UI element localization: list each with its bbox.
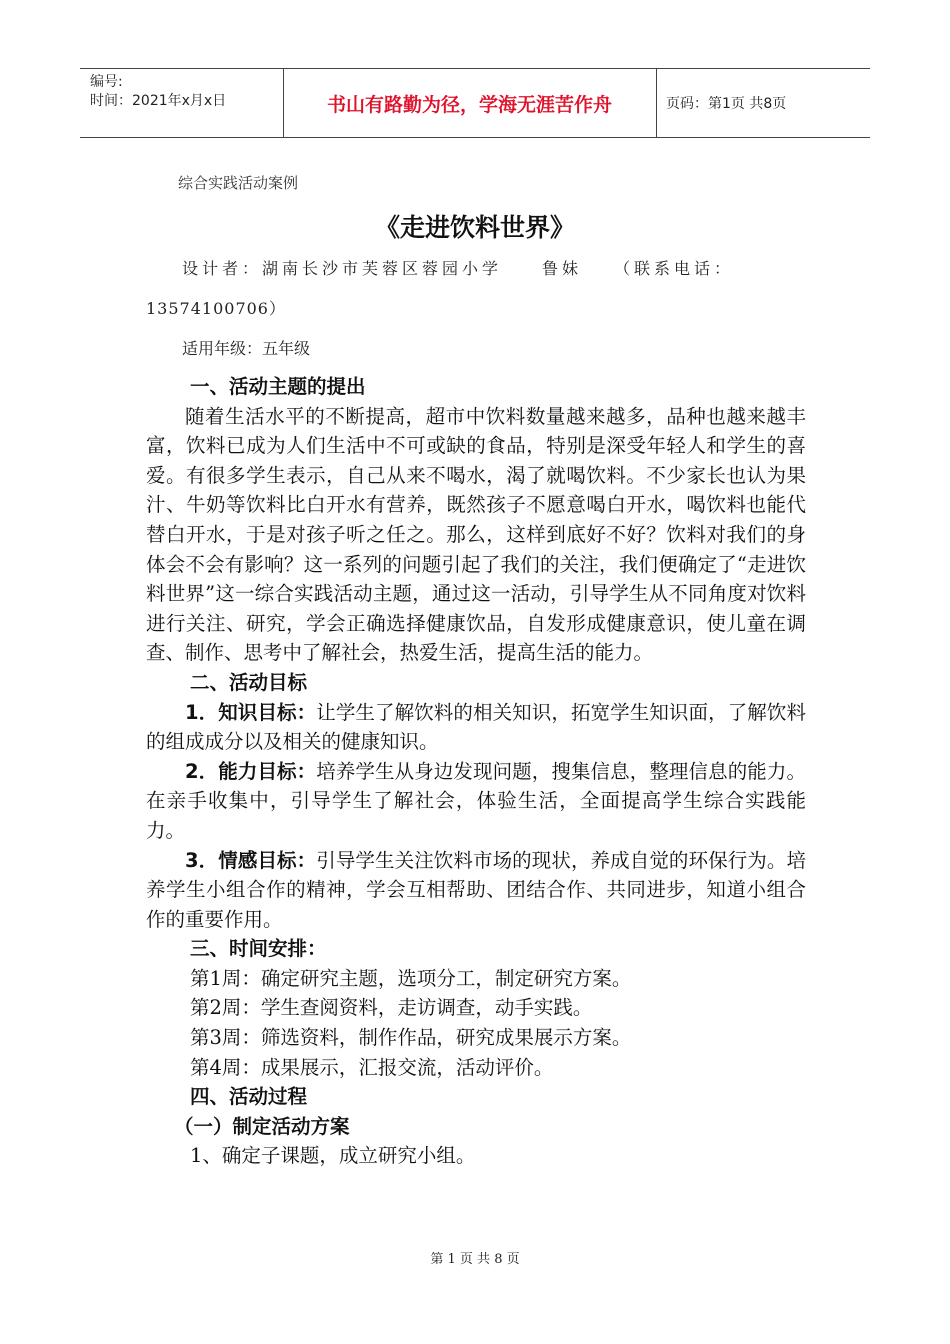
- header-divider: [656, 69, 657, 137]
- list-item: 1、确定子课题，成立研究小组。: [190, 1144, 476, 1168]
- doc-body: [146, 372, 806, 1171]
- paragraph: 随着生活水平的不断提高，超市中饮料数量越来越多，品种也越来越丰富，饮料已成为人们生活中不可或缺的食品，特别是深受年轻人和学生的喜爱。有很多学生表示，自己从来不喝水，渴了就喝饮料。不少家长也认为果汁、牛奶等饮料比白开水有营养，既然孩子不愿意喝白开水，喝饮料也能代替白开水，于是对孩子听之任之。那么，这样到底好不好？饮料对我们的身体会不会有影响？这一系列的问题引起了我们的关注，我们便确定了“走进饮料世界”这一综合实践活动主题，通过这一活动，引导学生从不同角度对饮料进行关注、研究，学会正确选择健康饮品，自发形成健康意识，使儿童在调查、制作、思考中了解社会，热爱生活，提高生活的能力。: [146, 404, 806, 665]
- goal-text: 培养学生从身边发现问题，搜集信息，整理信息的能力。在亲手收集中，引导学生了解社会，体验生活，全面提高学生综合实践能力。: [146, 759, 806, 842]
- goal-text: 引导学生关注饮料市场的现状，养成自觉的环保行为。培养学生小组合作的精神，学会互相帮助、团结合作、共同进步，知道小组合作的重要作用。: [146, 848, 806, 931]
- goal-paragraph: [146, 846, 806, 935]
- subsection-heading: （一）制定活动方案: [174, 1114, 350, 1138]
- week-item: 第3周：筛选资料，制作作品，研究成果展示方案。: [190, 1026, 632, 1050]
- goal-text: 让学生了解饮料的相关知识，拓宽学生知识面，了解饮料的组成成分以及相关的健康知识。: [146, 700, 806, 754]
- section-heading: 二、活动目标: [190, 670, 308, 694]
- goal-paragraph: [146, 757, 806, 846]
- week-item: 第1周：确定研究主题，选项分工，制定研究方案。: [190, 966, 632, 990]
- week-item: 第4周：成果展示，汇报交流，活动评价。: [190, 1055, 554, 1079]
- header-page-label: 页码：第1页 共8页: [666, 96, 787, 112]
- header-meta: [90, 73, 226, 111]
- goal-paragraph: [146, 698, 806, 757]
- time-label: 时间：2021年x月x日: [90, 93, 227, 109]
- header-motto: 书山有路勤为径，学海无涯苦作舟: [326, 93, 612, 116]
- page-header: [80, 68, 870, 138]
- phone-line: 13574100706）: [146, 299, 286, 318]
- designer-line: 设计者：湖南长沙市芙蓉区蓉园小学 鲁妹 （联系电话：: [182, 259, 735, 278]
- goal-label: 2．能力目标：: [185, 759, 317, 783]
- section-heading: 四、活动过程: [190, 1085, 308, 1109]
- section-heading: 一、活动主题的提出: [190, 375, 366, 398]
- section-heading: 三、时间安排：: [190, 937, 327, 961]
- week-item: 第2周：学生查阅资料，走访调查，动手实践。: [190, 996, 593, 1020]
- doc-title: 《走进饮料世界》: [374, 213, 575, 242]
- doc-subtitle: 综合实践活动案例: [178, 174, 299, 192]
- number-label: 编号:: [90, 74, 123, 90]
- goal-label: 1．知识目标：: [185, 700, 317, 724]
- goal-label: 3．情感目标：: [185, 848, 317, 872]
- grade-line: 适用年级：五年级: [182, 339, 311, 358]
- page-footer: 第 1 页 共 8 页: [430, 1252, 520, 1267]
